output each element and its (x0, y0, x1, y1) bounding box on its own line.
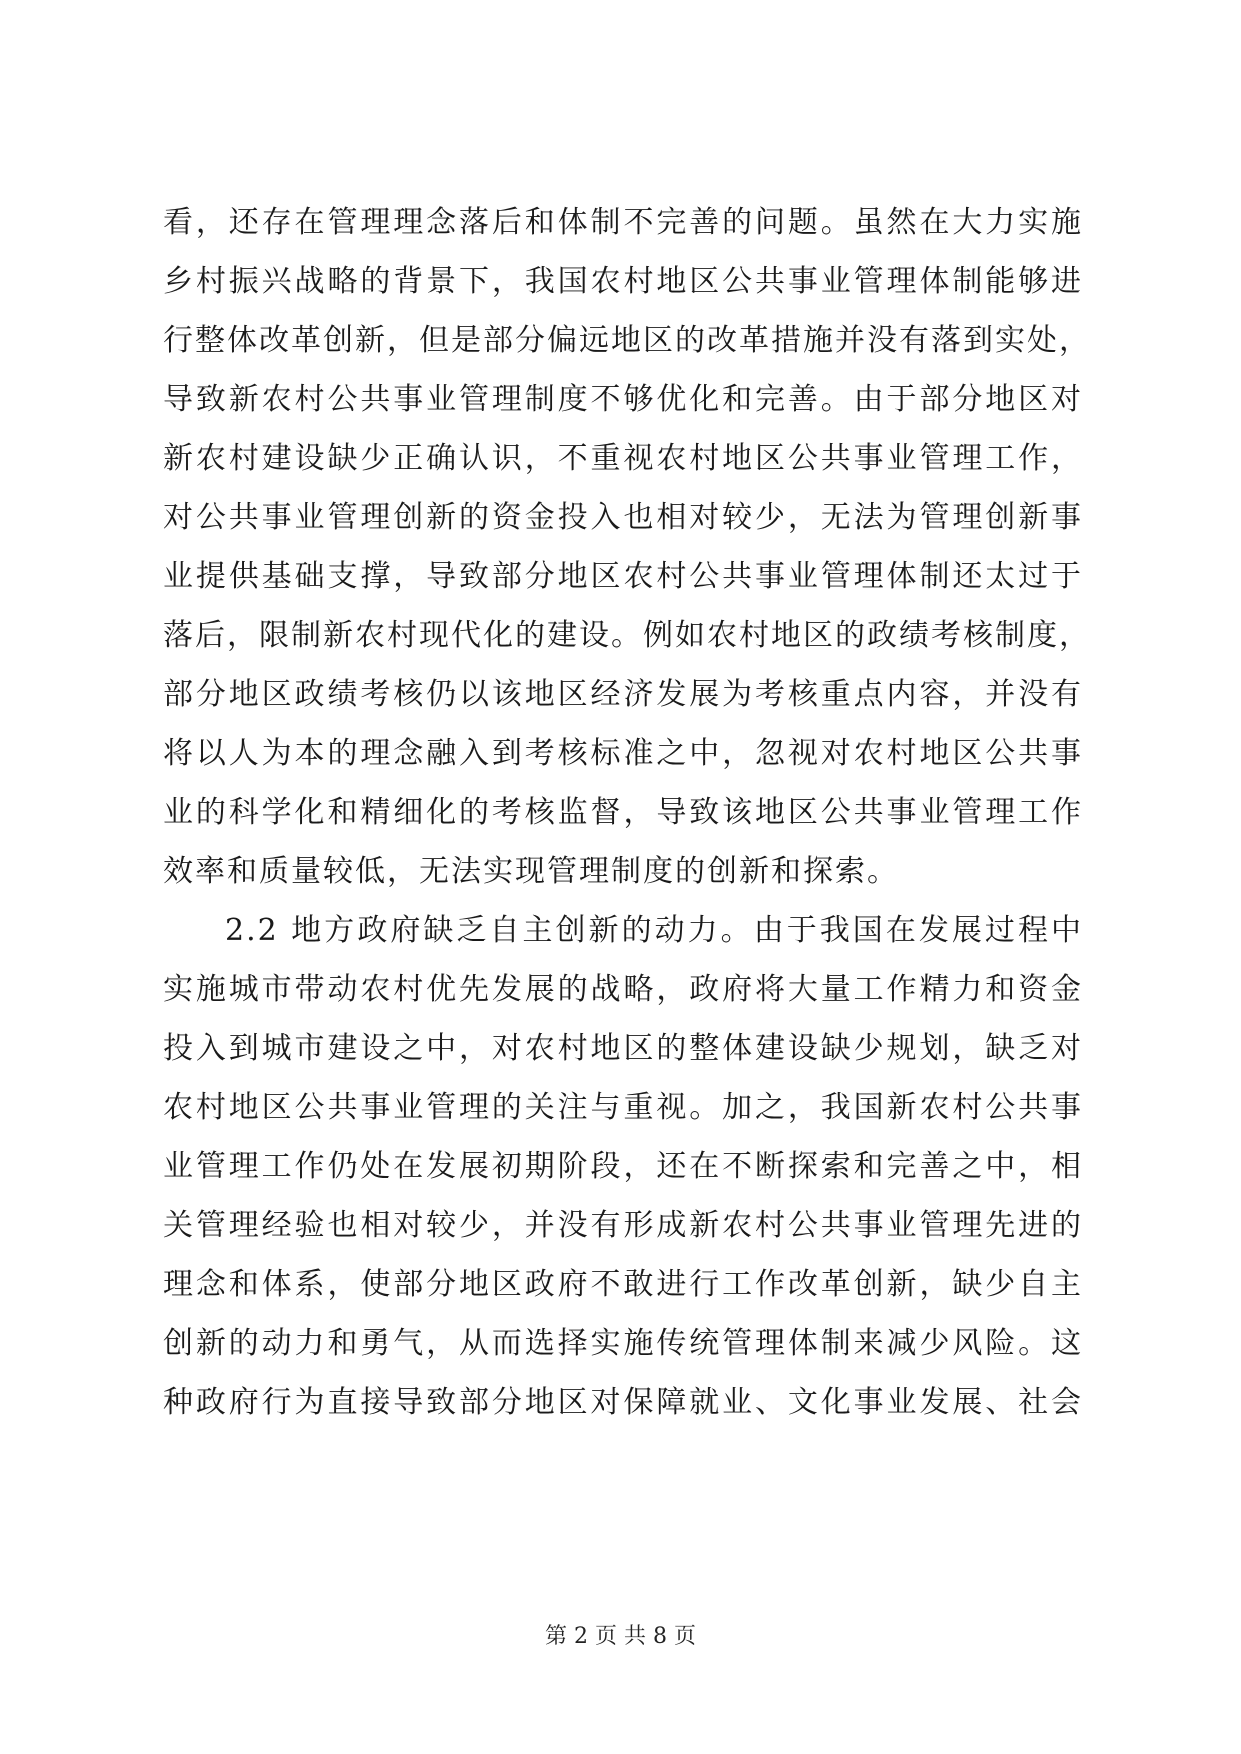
text-line: 理念和体系，使部分地区政府不敢进行工作改革创新，缺少自主 (163, 1267, 1083, 1302)
text-line: 乡村振兴战略的背景下，我国农村地区公共事业管理体制能够进 (163, 264, 1083, 299)
text-line: 投入到城市建设之中，对农村地区的整体建设缺少规划，缺乏对 (163, 1031, 1083, 1066)
text-line: 对公共事业管理创新的资金投入也相对较少，无法为管理创新事 (163, 500, 1083, 535)
text-line: 关管理经验也相对较少，并没有形成新农村公共事业管理先进的 (163, 1208, 1083, 1243)
text-line: 业的科学化和精细化的考核监督，导致该地区公共事业管理工作 (163, 795, 1083, 830)
text-line: 业提供基础支撑，导致部分地区农村公共事业管理体制还太过于 (163, 559, 1083, 594)
text-line: 新农村建设缺少正确认识，不重视农村地区公共事业管理工作， (163, 441, 1083, 476)
text-line: 行整体改革创新，但是部分偏远地区的改革措施并没有落到实处， (163, 323, 1091, 358)
text-line: 将以人为本的理念融入到考核标准之中，忽视对农村地区公共事 (163, 736, 1083, 771)
text-line: 农村地区公共事业管理的关注与重视。加之，我国新农村公共事 (163, 1090, 1083, 1125)
text-line: 导致新农村公共事业管理制度不够优化和完善。由于部分地区对 (163, 382, 1083, 417)
text-line: 实施城市带动农村优先发展的战略，政府将大量工作精力和资金 (163, 972, 1083, 1007)
text-line: 看，还存在管理理念落后和体制不完善的问题。虽然在大力实施 (163, 205, 1083, 240)
text-line: 效率和质量较低，无法实现管理制度的创新和探索。 (163, 854, 899, 889)
section-heading-line: 2.2 地方政府缺乏自主创新的动力。由于我国在发展过程中 (225, 913, 1083, 948)
text-line: 部分地区政绩考核仍以该地区经济发展为考核重点内容，并没有 (163, 677, 1083, 712)
page-number-label: 第 2 页 共 8 页 (545, 1624, 696, 1649)
text-line: 落后，限制新农村现代化的建设。例如农村地区的政绩考核制度， (163, 618, 1091, 653)
text-line: 业管理工作仍处在发展初期阶段，还在不断探索和完善之中，相 (163, 1149, 1083, 1184)
body-text (163, 193, 1091, 1432)
text-line: 创新的动力和勇气，从而选择实施传统管理体制来减少风险。这 (163, 1326, 1083, 1361)
text-line: 种政府行为直接导致部分地区对保障就业、文化事业发展、社会 (163, 1385, 1083, 1420)
page-footer (0, 1622, 1241, 1652)
